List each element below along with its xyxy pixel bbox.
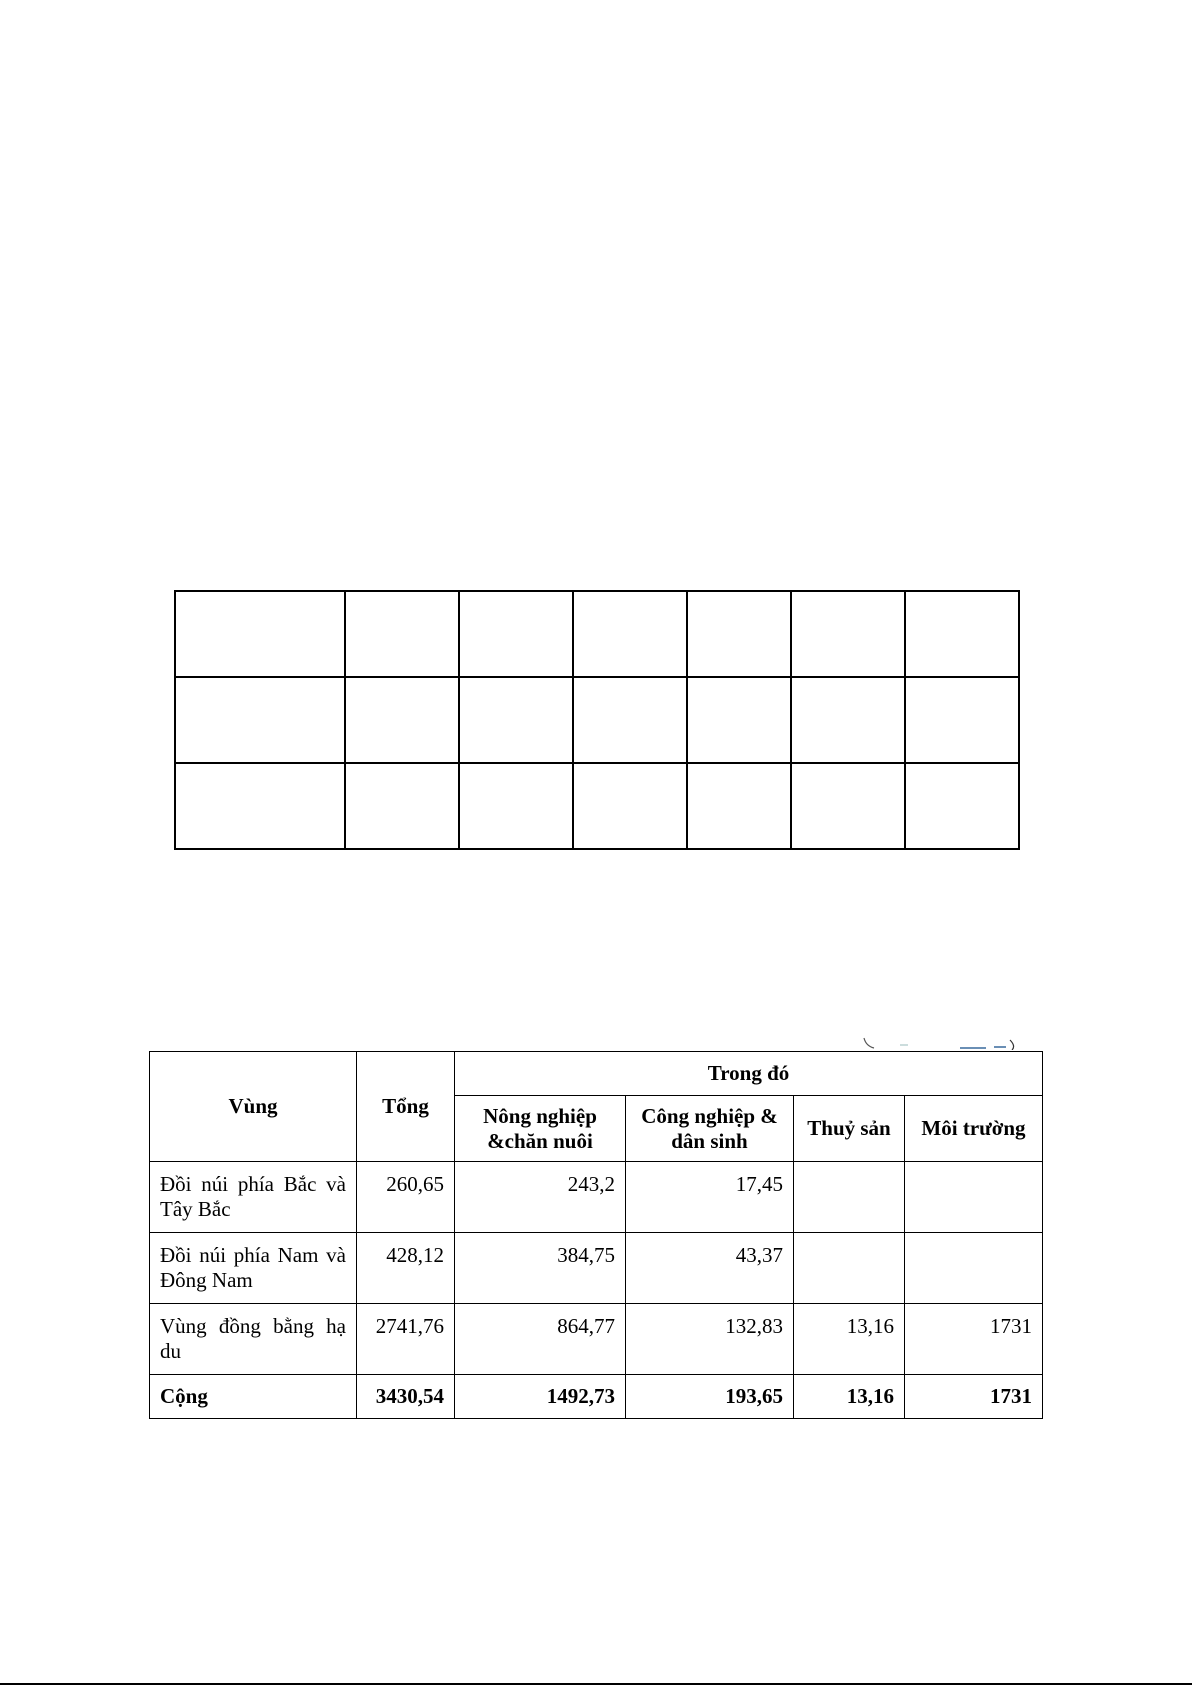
empty-cell	[345, 591, 459, 677]
empty-cell	[573, 763, 687, 849]
water-demand-table	[149, 1051, 1043, 1419]
fishery-cell	[794, 1233, 905, 1304]
empty-cell	[573, 677, 687, 763]
fishery-cell: 13,16	[794, 1304, 905, 1375]
empty-cell	[687, 763, 791, 849]
region-cell: Đồi núi phía Nam và Đông Nam	[150, 1233, 357, 1304]
empty-cell	[905, 677, 1019, 763]
empty-cell	[175, 763, 345, 849]
table-total-row	[150, 1375, 1043, 1419]
header-environment: Môi trường	[905, 1096, 1043, 1162]
empty-cell	[905, 763, 1019, 849]
table-row	[150, 1162, 1043, 1233]
fishery-cell	[794, 1162, 905, 1233]
empty-cell	[791, 591, 905, 677]
header-group: Trong đó	[455, 1052, 1043, 1096]
empty-cell	[459, 763, 573, 849]
empty-cell	[345, 763, 459, 849]
sum-industry-cell: 193,65	[626, 1375, 794, 1419]
empty-cell	[791, 763, 905, 849]
header-industry: Công nghiệp & dân sinh	[626, 1096, 794, 1162]
sum-total-cell: 3430,54	[357, 1375, 455, 1419]
header-agriculture: Nông nghiệp &chăn nuôi	[455, 1096, 626, 1162]
sum-label-cell: Cộng	[150, 1375, 357, 1419]
total-cell: 260,65	[357, 1162, 455, 1233]
empty-cell	[175, 591, 345, 677]
total-cell: 2741,76	[357, 1304, 455, 1375]
header-fishery: Thuỷ sản	[794, 1096, 905, 1162]
region-cell: Đồi núi phía Bắc và Tây Bắc	[150, 1162, 357, 1233]
industry-cell: 132,83	[626, 1304, 794, 1375]
empty-cell	[687, 677, 791, 763]
environment-cell	[905, 1162, 1043, 1233]
header-total: Tổng	[357, 1052, 455, 1162]
empty-cell	[791, 677, 905, 763]
total-cell: 428,12	[357, 1233, 455, 1304]
empty-cell	[573, 591, 687, 677]
empty-cell	[905, 591, 1019, 677]
empty-cell	[459, 591, 573, 677]
empty-grid-table	[174, 590, 1020, 850]
empty-cell	[345, 677, 459, 763]
sum-environment-cell: 1731	[905, 1375, 1043, 1419]
agriculture-cell: 864,77	[455, 1304, 626, 1375]
industry-cell: 17,45	[626, 1162, 794, 1233]
empty-grid-row	[175, 591, 1019, 677]
empty-cell	[175, 677, 345, 763]
environment-cell	[905, 1233, 1043, 1304]
sum-agriculture-cell: 1492,73	[455, 1375, 626, 1419]
empty-grid-row	[175, 677, 1019, 763]
table-row	[150, 1233, 1043, 1304]
industry-cell: 43,37	[626, 1233, 794, 1304]
empty-grid-row	[175, 763, 1019, 849]
scan-artifact-mark	[860, 1036, 1020, 1050]
region-cell: Vùng đồng bằng hạ du	[150, 1304, 357, 1375]
agriculture-cell: 243,2	[455, 1162, 626, 1233]
agriculture-cell: 384,75	[455, 1233, 626, 1304]
empty-cell	[687, 591, 791, 677]
sum-fishery-cell: 13,16	[794, 1375, 905, 1419]
environment-cell: 1731	[905, 1304, 1043, 1375]
header-region: Vùng	[150, 1052, 357, 1162]
table-row	[150, 1304, 1043, 1375]
empty-cell	[459, 677, 573, 763]
